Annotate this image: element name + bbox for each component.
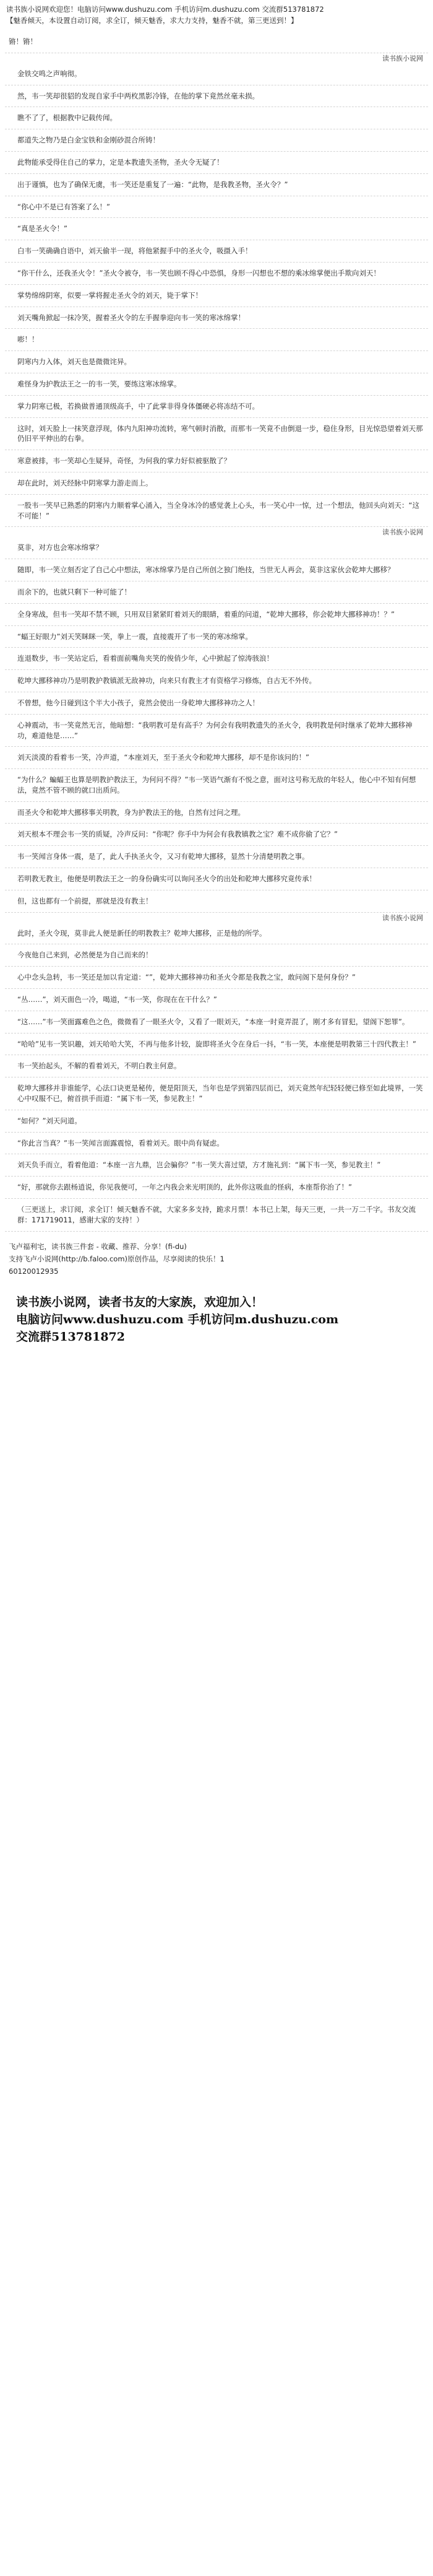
paragraph: 心神震动，韦一笑竟然无言，他暗想：“我明教可是有高手？为何会有我明教遗失的圣火令，我明教是何时继承了乾坤大挪移神功，难道他是……” xyxy=(5,715,428,747)
paragraph: 刘天淡漠的看着韦一笑，冷声道，“本座刘天，至于圣火令和乾坤大挪移，却不是你该问的！” xyxy=(5,747,428,769)
paragraph: 难怪身为护教法王之一的韦一笑，要练这寒冰绵掌。 xyxy=(5,373,428,396)
paragraph: “好，那就你去跟杨逍说，你见我便可，一年之内我会来光明顶的，此外你这吸血的怪病，本座帮你治了！” xyxy=(5,1177,428,1199)
paragraph: 刘天嘴角掀起一抹冷笑，握着圣火令的左手握拳迎向韦一笑的寒冰绵掌！ xyxy=(5,307,428,329)
paragraph: “你心中不是已有答案了么！” xyxy=(5,196,428,219)
paragraph: 掌势绵绵阴寒，似要一掌将握走圣火令的刘天，毙于掌下！ xyxy=(5,285,428,307)
paragraph: 不曾想，他今日碰到这个半大小孩子，竟然会使出一身乾坤大挪移神功之人！ xyxy=(5,692,428,715)
paragraph: 都道失之物乃是白金宝铁和金刚砂混合所铸！ xyxy=(5,129,428,152)
paragraph: “丛……”，刘天面色一冷，喝道，“韦一笑，你现在在干什么？” xyxy=(5,989,428,1011)
footer-share-line: 飞卢福利宅，读书族三件套 - 收藏、推荐、分享！(fi-du) xyxy=(9,1242,187,1251)
paragraph: 刘天负手而立，看着他道：“本座一言九鼎，岂会骗你？”韦一笑大喜过望，方才施礼到：“属下韦一笑，参见教主！” xyxy=(5,1154,428,1177)
paragraph: 而圣火令和乾坤大挪移事关明教，身为护教法王的他，自然有过问之理。 xyxy=(5,802,428,824)
site-watermark: 读书族小说网 xyxy=(382,54,423,63)
paragraph: 这时，刘天脸上一抹笑意浮现，体内九阳神功流转，寒气顿时消散，而那韦一笑竟不由倒退一步，稳住身形，目光惊恐望着刘天那仍旧平平伸出的右拳。 xyxy=(5,418,428,451)
paragraph: 连退数步，韦一笑站定后，看着面前嘴角夹笑的俊俏少年，心中掀起了惊涛骇浪！ xyxy=(5,648,428,670)
paragraph: 莫非，对方也会寒冰绵掌？ xyxy=(5,537,428,559)
paragraph: 寒意被排，韦一笑却心生疑异，奇怪，为何我的掌力好似被驱散了？ xyxy=(5,450,428,472)
paragraph: 阴寒内力入体，刘天也是微微诧异。 xyxy=(5,351,428,373)
header-chapter-notice: 【魅香倾天，本设置自动订阅，求全订，倾天魅香，求大力支持，魅香不就，第三更送到！】 xyxy=(6,16,298,25)
paragraph: “这……”韦一笑面露难色之色，微微看了一眼圣火令，又看了一眼刘天，“本座一时竟弄混了，刚才多有冒犯，望阁下恕罪”。 xyxy=(5,1011,428,1033)
paragraph: 白韦一笑确确自语中，刘天偷半一现，将他紧握手中的圣火令，吸摄入手！ xyxy=(5,240,428,263)
paragraph: 韦一笑抬起头，不解的看着刘天，不明白教主何意。 xyxy=(5,1055,428,1077)
paragraph: 金铁交鸣之声响彻。 xyxy=(5,63,428,85)
paragraph: “真是圣火令！” xyxy=(5,218,428,240)
paragraph: 但，这也都有一个前提，那就是没有教主！ xyxy=(5,890,428,913)
paragraph: 此时，圣火令现，莫非此人便是新任的明教教主？乾坤大挪移，正是他的所学。 xyxy=(5,923,428,945)
ad-access-links: 电脑访问www.dushuzu.com 手机访问m.dushuzu.com xyxy=(16,1312,339,1326)
site-watermark: 读书族小说网 xyxy=(382,913,423,922)
paragraph: 而余下的，也就只剩下一种可能了！ xyxy=(5,581,428,604)
paragraph: 韦一笑闻言身体一震，是了，此人手执圣火令，又习有乾坤大挪移，显然十分清楚明教之事。 xyxy=(5,846,428,868)
paragraph: “蝠王好眼力”刘天笑眯眯一笑，拳上一震，直接震开了韦一笑的寒冰绵掌。 xyxy=(5,626,428,648)
paragraph: 心中念头急转，韦一笑还是加以肯定道：“”，乾坤大挪移神功和圣火令都是我教之宝，敢问阁下是何身份？” xyxy=(5,967,428,989)
paragraph: 瞧不了了，根据教中记载传闻。 xyxy=(5,107,428,129)
paragraph: 今夜他自己来到，必然便是为自己而来的！ xyxy=(5,944,428,967)
paragraph: “你干什么，还我圣火令！”圣火令被夺，韦一笑也顾不得心中恐惧，身形一闪想也不想的乘冰绵掌便出手欺向刘天！ xyxy=(5,263,428,285)
ad-slogan: 读书族小说网，读者书友的大家族，欢迎加入！ xyxy=(16,1295,264,1309)
paragraph: 然，韦一笑却很貂的发现自家手中两枚黑影冷锋，在他的掌下竟然丝毫未损。 xyxy=(5,85,428,108)
paragraph: 随即，韦一笑立刻否定了自己心中想法，寒冰绵掌乃是自己所创之独门绝技，当世无人再会，莫非这家伙会乾坤大挪移？ xyxy=(5,559,428,581)
chapter-body xyxy=(5,31,428,1232)
paragraph: 此物能承受得住自己的掌力，定是本教遗失圣物，圣火令无疑了！ xyxy=(5,152,428,174)
paragraph: 出于谨慎，也为了确保无虞，韦一笑还是重复了一遍：“此物，是我教圣物，圣火令？” xyxy=(5,174,428,196)
paragraph: （三更送上，求订阅，求全订！倾天魅香不就，大家多多支持，跪求月票！本书已上架，每天三更，一共一万二千字。书友交流群：171719011，感谢大家的支持！） xyxy=(5,1199,428,1232)
ad-group-number: 交流群513781872 xyxy=(16,1329,125,1344)
paragraph: 一股韦一笑早已熟悉的阴寒内力顺着掌心涌入，当全身冰冷的感觉袭上心头，韦一笑心中一惊，过一个想法，他回头向刘天：“这不可能！” xyxy=(5,495,428,528)
page-header xyxy=(6,4,428,26)
paragraph: 却在此时，刘天经脉中阴寒掌力游走而上。 xyxy=(5,472,428,495)
paragraph: 嘭！！ xyxy=(5,329,428,351)
site-watermark: 读书族小说网 xyxy=(382,528,423,537)
paragraph: 乾坤大挪移并非谁能学，心法口诀更是秘传，便是阳顶天，当年也是学到第四层而已，刘天竟然年纪轻轻便已修至如此境界，一笑心中叹服不已，俯首拱手而道：“属下韦一笑，参见教主！” xyxy=(5,1077,428,1110)
paragraph: 锵！锵！ xyxy=(5,31,428,53)
paragraph: 全身寒战，但韦一笑却不禁不顾，只用双目紧紧盯着刘天的眼睛，着重的问道，“乾坤大挪移，你会乾坤大挪移神功！？” xyxy=(5,604,428,626)
paragraph: “为什么？蝙蝠王也算是明教护教法王，为何问不得？”韦一笑语气渐有不悦之意，面对这号称无敌的年轻人，他心中不知有何想法，竟然不管不顾的就口出质问。 xyxy=(5,769,428,802)
paragraph: 若明教无教主，他便是明教法王之一的身份确实可以询问圣火令的出处和乾坤大挪移究竟传承！ xyxy=(5,868,428,890)
header-site-notice: 读书族小说网欢迎您！电脑访问www.dushuzu.com 手机访问m.dushuzu.com 交流群513781872 xyxy=(6,5,324,14)
footer-id-line: 60120012935 xyxy=(9,1266,59,1276)
site-advertisement xyxy=(5,1294,428,1346)
paragraph: “如何？”刘天问道。 xyxy=(5,1110,428,1133)
paragraph: “哈哈”见韦一笑识趣，刘天哈哈大笑，不再与他多计较，旋即将圣火令在身后一抖，“韦一笑，本座便是明教第三十四代教主！” xyxy=(5,1033,428,1056)
footer-support-line: 支持飞卢小说网(http://b.faloo.com)原创作品，尽享阅读的快乐！1 xyxy=(9,1254,225,1263)
paragraph: 刘天根本不理会韦一笑的质疑，冷声反问：“你呢？你手中为何会有我教镇教之宝？难不成你偷了它？” xyxy=(5,824,428,846)
page-footer xyxy=(5,1240,428,1277)
paragraph: 掌力阴寒已极，若换做普通顶级高手，中了此掌非得身体僵硬必将冻结不可。 xyxy=(5,396,428,418)
paragraph: 乾坤大挪移神功乃是明教护教镇派无敌神功，向来只有教主才有资格学习修炼，自古无不外传。 xyxy=(5,670,428,692)
paragraph: “你此言当真？”韦一笑闻言面露震惊，看着刘天。眼中尚有疑虑。 xyxy=(5,1133,428,1155)
